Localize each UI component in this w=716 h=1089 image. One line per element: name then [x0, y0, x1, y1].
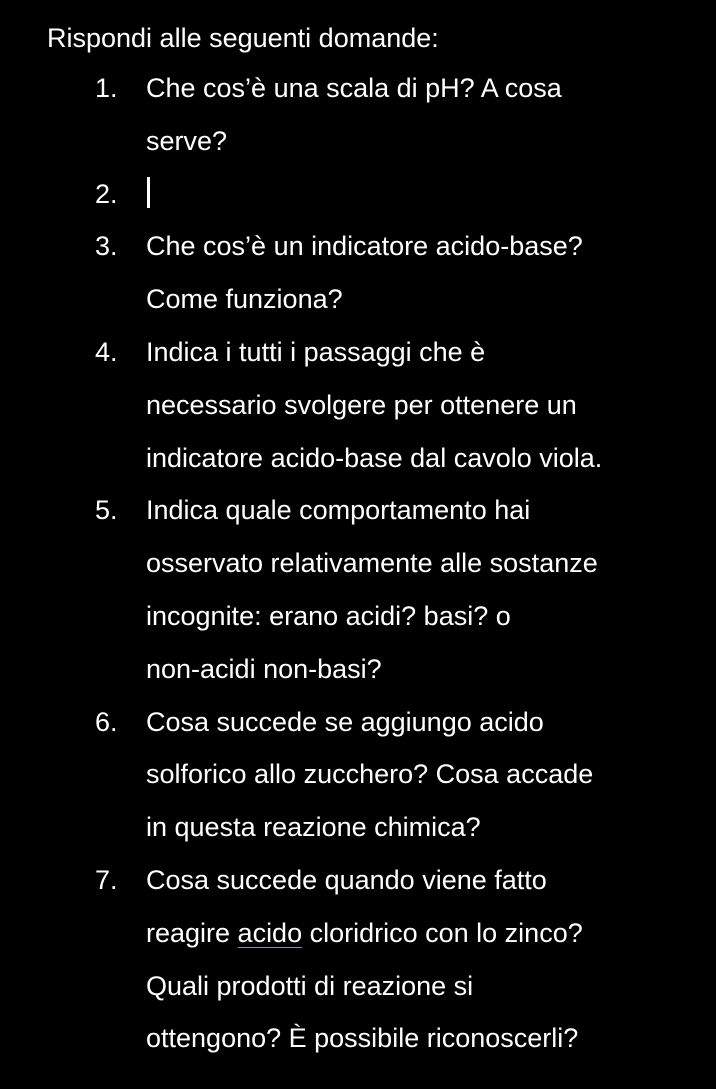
- text-cursor: [147, 177, 150, 208]
- question-line: ottengono? È possibile riconoscerli?: [146, 1023, 579, 1054]
- list-number: 4.: [95, 336, 118, 367]
- list-number: 7.: [95, 864, 118, 895]
- list-number: 3.: [95, 231, 118, 262]
- question-line: Quali prodotti di reazione si: [146, 970, 474, 1001]
- question-line: in questa reazione chimica?: [146, 812, 481, 843]
- list-item: [0, 484, 716, 695]
- question-line: Indica quale comportamento hai: [146, 495, 531, 526]
- question-line: Indica i tutti i passaggi che è: [146, 336, 486, 367]
- text-run: reagire: [146, 917, 238, 948]
- question-line: Come funziona?: [146, 284, 343, 315]
- list-item: [0, 62, 716, 168]
- list-item: [0, 696, 716, 854]
- list-number: 1.: [95, 73, 118, 103]
- question-line: Cosa succede quando viene fatto: [146, 864, 547, 895]
- intro-text: Rispondi alle seguenti domande:: [47, 23, 439, 53]
- list-number: 5.: [95, 495, 118, 526]
- question-line: serve?: [146, 125, 228, 156]
- question-line: non-acidi non-basi?: [146, 653, 382, 684]
- list-item: [0, 220, 716, 326]
- question-line: Cosa succede se aggiungo acido: [146, 706, 544, 737]
- question-line: [146, 907, 696, 960]
- question-line: Che cos’è una scala di pH? A cosa: [146, 73, 562, 103]
- list-item-empty[interactable]: [0, 168, 716, 221]
- list-item: [0, 854, 716, 1065]
- question-line: incognite: erano acidi? basi? o: [146, 600, 511, 631]
- empty-line[interactable]: [146, 168, 696, 221]
- question-line: necessario svolgere per ottenere un: [146, 389, 577, 420]
- question-line: solforico allo zucchero? Cosa accade: [146, 759, 594, 790]
- question-line: Che cos’è un indicatore acido-base?: [146, 231, 583, 262]
- question-line: indicatore acido-base dal cavolo viola.: [146, 442, 603, 473]
- text-run: cloridrico con lo zinco?: [302, 917, 583, 948]
- question-list: [0, 62, 716, 1065]
- spellcheck-underlined-word[interactable]: acido: [237, 917, 303, 948]
- list-number: 6.: [95, 706, 118, 737]
- list-item: [0, 326, 716, 484]
- question-line: osservato relativamente alle sostanze: [146, 548, 598, 579]
- list-number: 2.: [95, 178, 118, 209]
